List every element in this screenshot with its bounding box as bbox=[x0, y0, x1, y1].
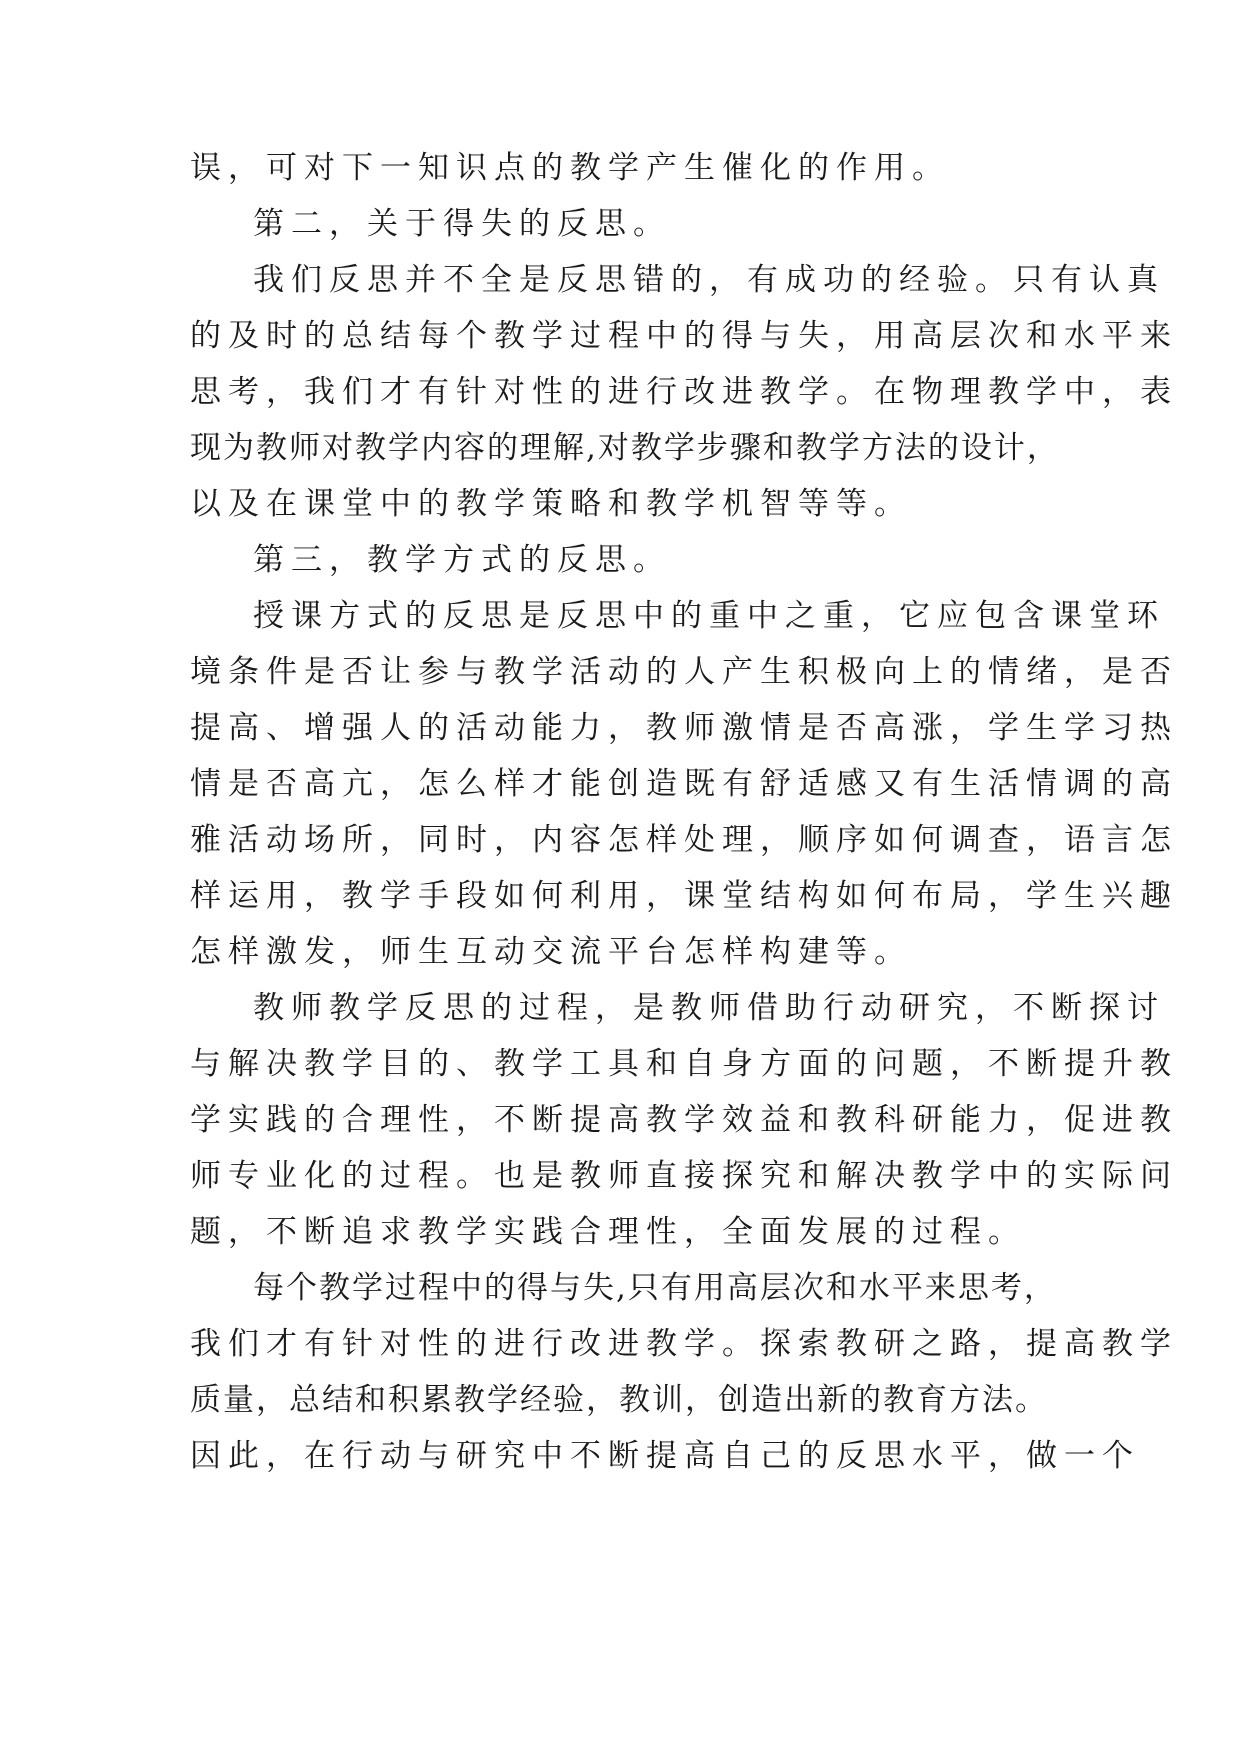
text-line: 境条件是否让参与教学活动的人产生积极向上的情绪，是否 bbox=[190, 654, 1178, 690]
text-line: 怎样激发，师生互动交流平台怎样构建等。 bbox=[190, 934, 912, 970]
text-line: 思考，我们才有针对性的进行改进教学。在物理教学中，表 bbox=[190, 374, 1178, 410]
text-line: 我们才有针对性的进行改进教学。探索教研之路，提高教学 bbox=[190, 1326, 1178, 1362]
text-line: 题，不断追求教学实践合理性，全面发展的过程。 bbox=[190, 1214, 1026, 1250]
text-line: 教师教学反思的过程，是教师借助行动研究，不断探讨 bbox=[253, 990, 1165, 1026]
section-heading-3: 第三，教学方式的反思。 bbox=[253, 542, 671, 578]
text-line: 样运用，教学手段如何利用，课堂结构如何布局，学生兴趣 bbox=[190, 878, 1178, 914]
text-line: 质量，总结和积累教学经验，教训，创造出新的教育方法。 bbox=[190, 1382, 1048, 1418]
text-line: 的及时的总结每个教学过程中的得与失，用高层次和水平来 bbox=[190, 318, 1178, 354]
text-line: 雅活动场所，同时，内容怎样处理，顺序如何调查，语言怎 bbox=[190, 822, 1178, 858]
text-line: 学实践的合理性，不断提高教学效益和教科研能力，促进教 bbox=[190, 1102, 1178, 1138]
text-line: 现为教师对教学内容的理解,对教学步骤和教学方法的设计， bbox=[190, 430, 1060, 466]
text-line: 师专业化的过程。也是教师直接探究和解决教学中的实际问 bbox=[190, 1158, 1178, 1194]
text-line: 提高、增强人的活动能力，教师激情是否高涨，学生学习热 bbox=[190, 710, 1178, 746]
text-line: 与解决教学目的、教学工具和自身方面的问题，不断提升教 bbox=[190, 1046, 1178, 1082]
text-line: 误，可对下一知识点的教学产生催化的作用。 bbox=[190, 150, 950, 186]
text-line: 因此，在行动与研究中不断提高自己的反思水平，做一个 bbox=[190, 1438, 1140, 1474]
text-line: 情是否高亢，怎么样才能创造既有舒适感又有生活情调的高 bbox=[190, 766, 1178, 802]
text-line: 以及在课堂中的教学策略和教学机智等等。 bbox=[190, 486, 912, 522]
text-line: 授课方式的反思是反思中的重中之重，它应包含课堂环 bbox=[253, 598, 1165, 634]
section-heading-2: 第二，关于得失的反思。 bbox=[253, 206, 671, 242]
text-line: 每个教学过程中的得与失,只有用高层次和水平来思考， bbox=[253, 1270, 1057, 1306]
text-line: 我们反思并不全是反思错的，有成功的经验。只有认真 bbox=[253, 262, 1165, 298]
